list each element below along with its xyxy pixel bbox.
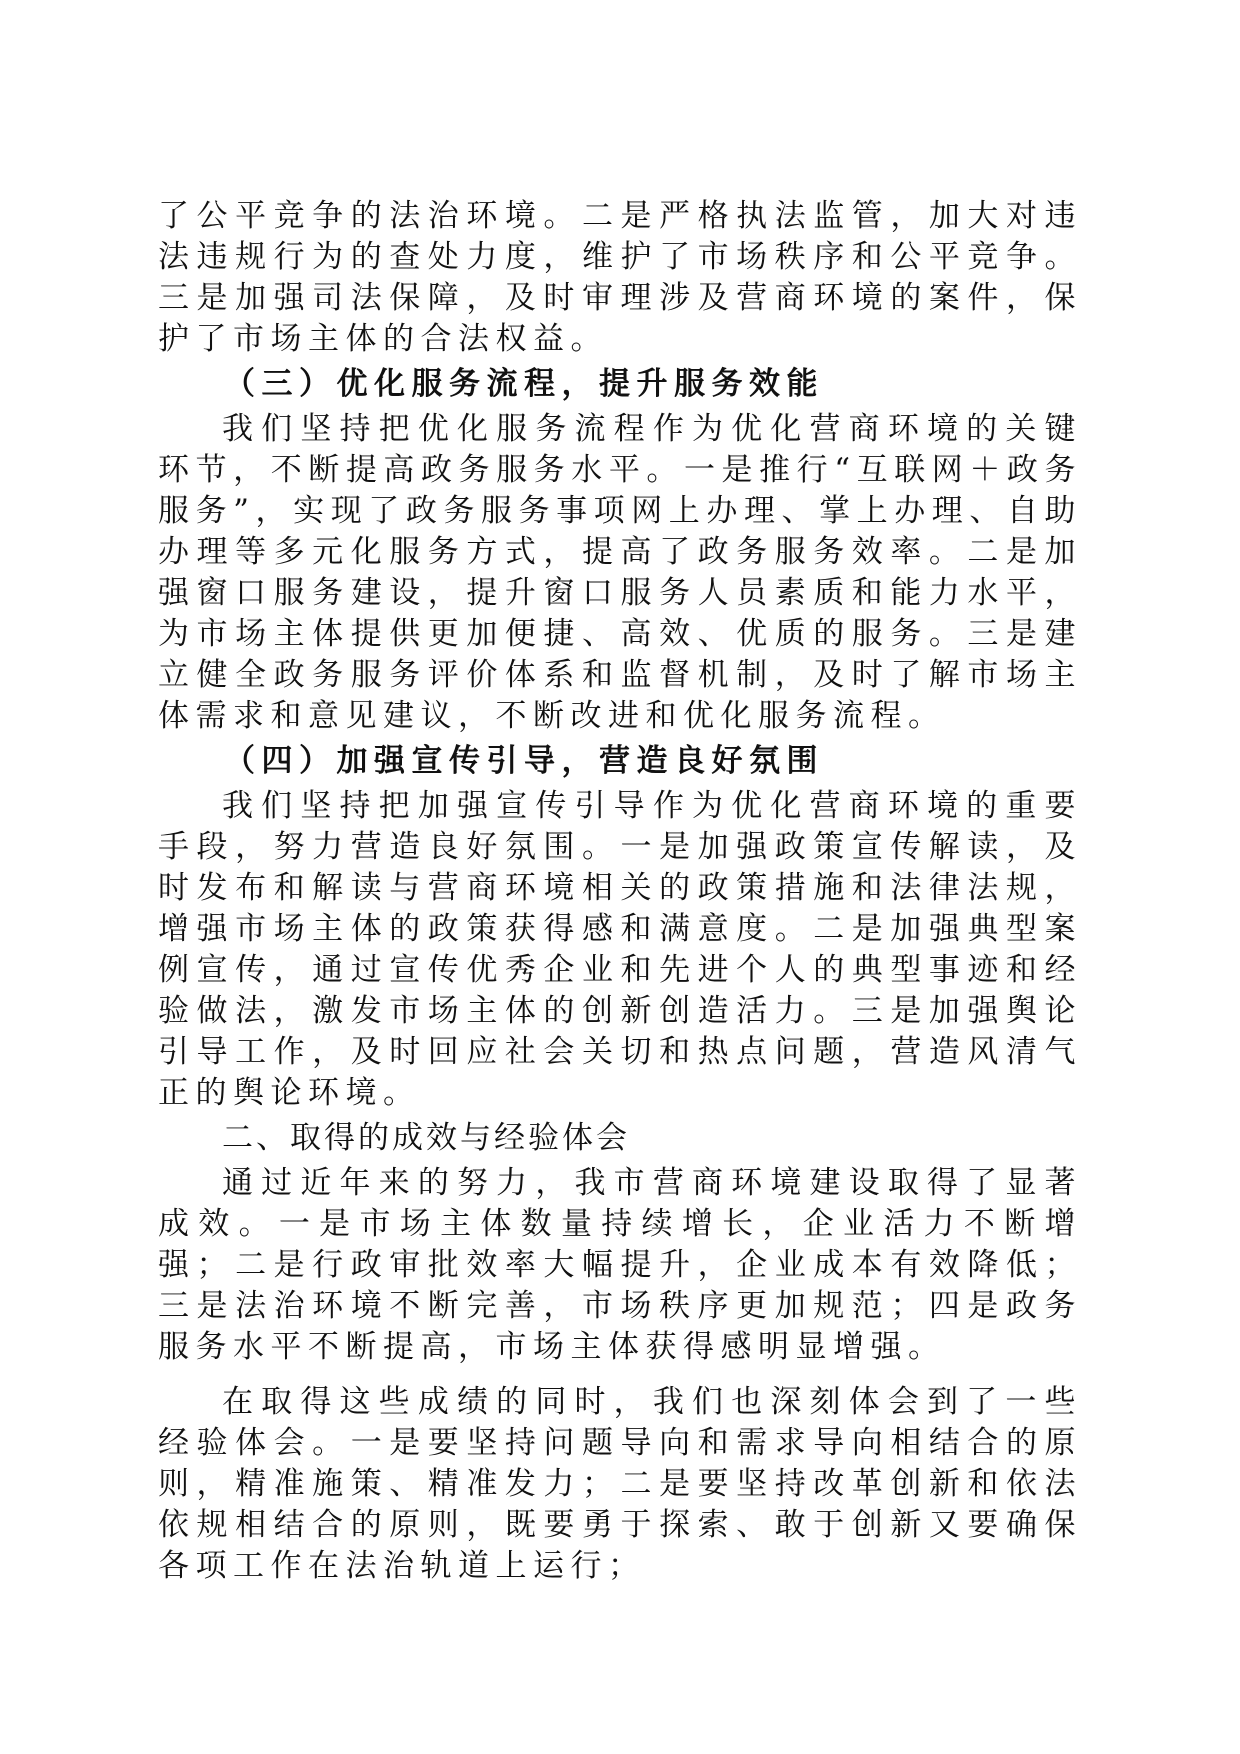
- paragraph-publicity: 我们坚持把加强宣传引导作为优化营商环境的重要手段，努力营造良好氛围。一是加强政策宣传解读，及时发布和解读与营商环境相关的政策措施和法律法规，增强市场主体的政策获得感和满意度。二是加强典型案例宣传，通过宣传优秀企业和先进个人的典型事迹和经验做法，激发市场主体的创新创造活力。三是加强舆论引导工作，及时回应社会关切和热点问题，营造风清气正的舆论环境。: [158, 788, 1082, 1111]
- section-heading-3: （三）优化服务流程，提升服务效能: [224, 366, 824, 402]
- chapter-heading-2: 二、取得的成效与经验体会: [222, 1120, 630, 1156]
- section-heading-4: （四）加强宣传引导，营造良好氛围: [224, 743, 824, 779]
- document-body: [158, 196, 1082, 1591]
- paragraph-legal-environment: 了公平竞争的法治环境。二是严格执法监管，加大对违法违规行为的查处力度，维护了市场秩序和公平竞争。三是加强司法保障，及时审理涉及营商环境的案件，保护了市场主体的合法权益。: [158, 198, 1082, 357]
- paragraph-achievements: 通过近年来的努力，我市营商环境建设取得了显著成效。一是市场主体数量持续增长，企业活力不断增强；二是行政审批效率大幅提升，企业成本有效降低；三是法治环境不断完善，市场秩序更加规范；四是政务服务水平不断提高，市场主体获得感明显增强。: [158, 1165, 1082, 1365]
- paragraph-experience: 在取得这些成绩的同时，我们也深刻体会到了一些经验体会。一是要坚持问题导向和需求导向相结合的原则，精准施策、精准发力；二是要坚持改革创新和依法依规相结合的原则，既要勇于探索、敢于创新又要确保各项工作在法治轨道上运行；: [158, 1384, 1082, 1584]
- paragraph-service-process: 我们坚持把优化服务流程作为优化营商环境的关键环节，不断提高政务服务水平。一是推行“互联网＋政务服务”，实现了政务服务事项网上办理、掌上办理、自助办理等多元化服务方式，提高了政务服务效率。二是加强窗口服务建设，提升窗口服务人员素质和能力水平，为市场主体提供更加便捷、高效、优质的服务。三是建立健全政务服务评价体系和监督机制，及时了解市场主体需求和意见建议，不断改进和优化服务流程。: [158, 411, 1082, 734]
